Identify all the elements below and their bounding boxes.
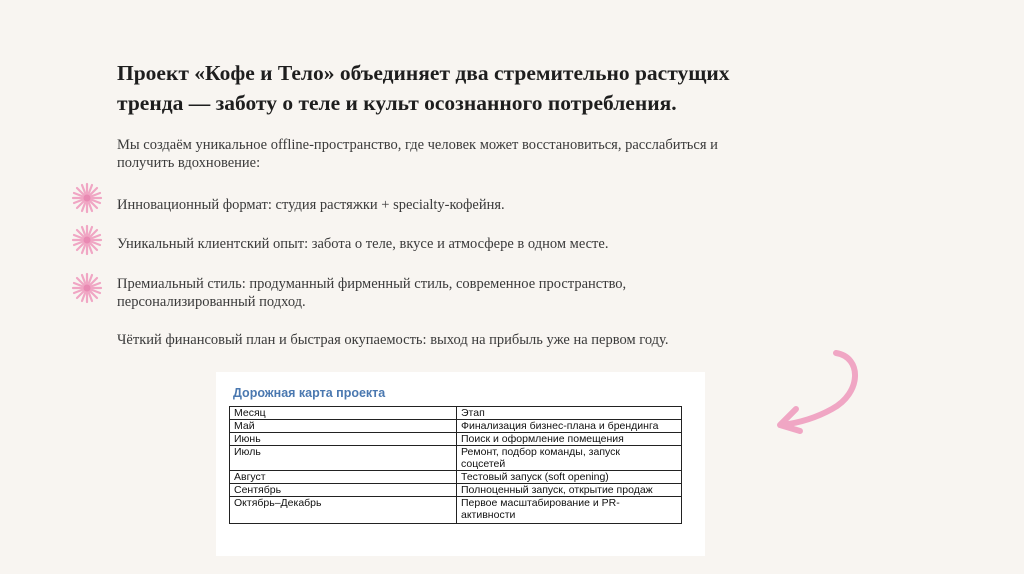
month-cell: Май	[230, 420, 457, 433]
table-row	[230, 471, 682, 484]
intro-text: Мы создаём уникальное offline-пространство, где человек может восстановиться, расслабиться и получить вдохновение:	[117, 137, 718, 171]
roadmap-panel	[216, 372, 705, 556]
header-month: Месяц	[230, 407, 457, 420]
pink-sparkle-icon	[70, 223, 104, 257]
bullet-experience: Уникальный клиентский опыт: забота о теле, вкусе и атмосфере в одном месте.	[117, 236, 609, 252]
month-cell: Июнь	[230, 433, 457, 446]
table-row	[230, 420, 682, 433]
table-row	[230, 433, 682, 446]
pink-curved-arrow-icon	[770, 345, 865, 435]
stage-cell: Финализация бизнес-плана и брендинга	[457, 420, 682, 433]
table-row	[230, 446, 682, 471]
table-header-row	[230, 407, 682, 420]
stage-cell: Ремонт, подбор команды, запуск соцсетей	[457, 446, 682, 471]
header-stage: Этап	[457, 407, 682, 420]
stage-cell: Тестовый запуск (soft opening)	[457, 471, 682, 484]
month-cell: Август	[230, 471, 457, 484]
table-row	[230, 484, 682, 497]
month-cell: Сентябрь	[230, 484, 457, 497]
pink-sparkle-icon	[70, 181, 104, 215]
page-title: Проект «Кофе и Тело» объединяет два стремительно растущих тренда — заботу о теле и культ осознанного потребления.	[117, 61, 730, 115]
bullet-style: Премиальный стиль: продуманный фирменный стиль, современное пространство, персонализированный подход.	[117, 276, 627, 310]
stage-cell: Первое масштабирование и PR- активности	[457, 497, 682, 524]
month-cell: Июль	[230, 446, 457, 471]
stage-cell: Полноценный запуск, открытие продаж	[457, 484, 682, 497]
bullet-format: Инновационный формат: студия растяжки + specialty-кофейня.	[117, 197, 505, 213]
bullet-finance: Чёткий финансовый план и быстрая окупаемость: выход на прибыль уже на первом году.	[117, 332, 669, 348]
roadmap-title: Дорожная карта проекта	[233, 386, 386, 400]
stage-cell: Поиск и оформление помещения	[457, 433, 682, 446]
roadmap-table	[229, 406, 682, 524]
pink-sparkle-icon	[70, 271, 104, 305]
month-cell: Октябрь–Декабрь	[230, 497, 457, 524]
table-row	[230, 497, 682, 524]
